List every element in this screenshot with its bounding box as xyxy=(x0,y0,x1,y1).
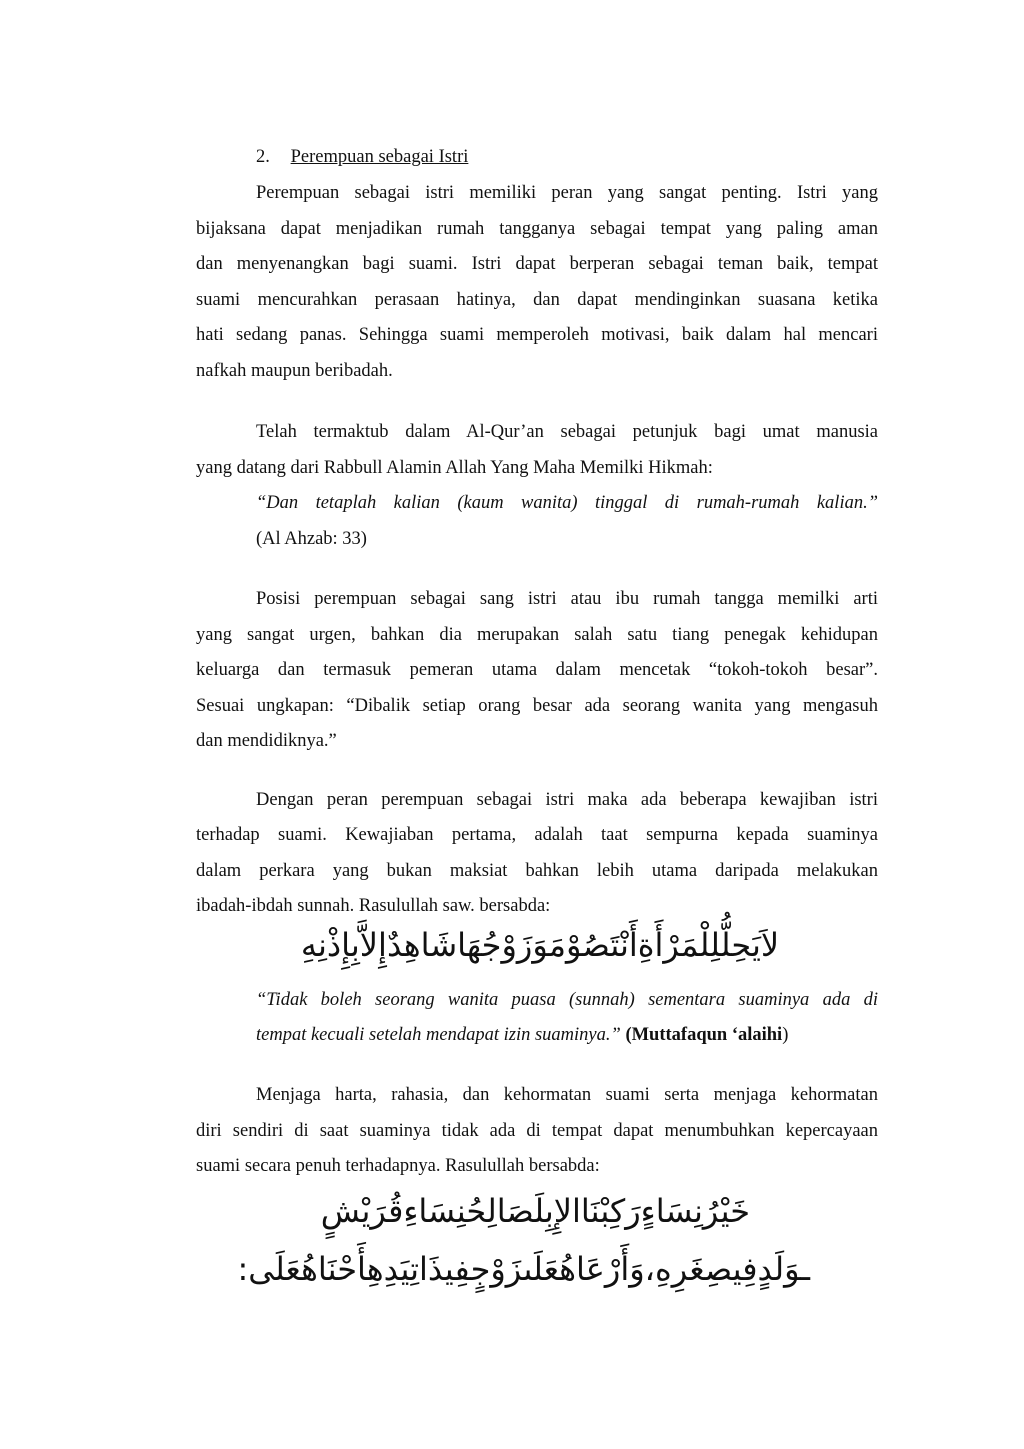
paragraph-line: yang sangat urgen, bahkan dia merupakan salah satu tiang penegak kehidupan xyxy=(196,625,878,645)
paragraph-line: Dengan peran perempuan sebagai istri maka ada beberapa kewajiban istri xyxy=(256,790,878,810)
paragraph-line: suami secara penuh terhadapnya. Rasulullah bersabda: xyxy=(196,1156,600,1176)
hadith-source-close: ) xyxy=(782,1025,789,1045)
paragraph-line: yang datang dari Rabbull Alamin Allah Yang Maha Memilki Hikmah: xyxy=(196,458,713,478)
paragraph-line: hati sedang panas. Sehingga suami memperoleh motivasi, baik dalam hal mencari xyxy=(196,325,878,345)
paragraph-line: diri sendiri di saat suaminya tidak ada di tempat dapat menumbuhkan kepercayaan xyxy=(196,1121,878,1141)
paragraph-line: dan mendidiknya.” xyxy=(196,731,337,751)
hadith-translation xyxy=(256,1023,878,1047)
paragraph-line: keluarga dan termasuk pemeran utama dalam mencetak “tokoh-tokoh besar”. xyxy=(196,660,878,680)
hadith-translation-text: tempat kecuali setelah mendapat izin suaminya.” xyxy=(256,1025,621,1045)
paragraph-line: Menjaga harta, rahasia, dan kehormatan suami serta menjaga kehormatan xyxy=(256,1085,878,1105)
paragraph-line: Telah termaktub dalam Al-Qur’an sebagai petunjuk bagi umat manusia xyxy=(256,422,878,442)
section-heading xyxy=(256,145,938,169)
section-title: Perempuan sebagai Istri xyxy=(290,147,469,167)
paragraph-line: ibadah-ibdah sunnah. Rasulullah saw. bersabda: xyxy=(196,896,551,916)
paragraph-line: Sesuai ungkapan: “Dibalik setiap orang besar ada seorang wanita yang mengasuh xyxy=(196,696,878,716)
paragraph-line: Perempuan sebagai istri memiliki peran yang sangat penting. Istri yang xyxy=(256,183,878,203)
paragraph-line: dan menyenangkan bagi suami. Istri dapat berperan sebagai teman baik, tempat xyxy=(196,254,878,274)
section-number: 2. xyxy=(256,147,270,167)
quote-reference: (Al Ahzab: 33) xyxy=(256,529,367,549)
hadith-source: (Muttafaqun ‘alaihi xyxy=(625,1025,783,1045)
paragraph-line: Posisi perempuan sebagai sang istri atau ibu rumah tangga memilki arti xyxy=(256,589,878,609)
hadith-arabic: لاَيَحِلُّلِلْمَرْأَةِأَنْتَصُوْمَوَزَوْجُهَاشَاهِدٌإِلاَّبِإِذْنِهِ xyxy=(300,926,780,964)
hadith-translation: “Tidak boleh seorang wanita puasa (sunnah) sementara suaminya ada di xyxy=(256,990,878,1010)
paragraph-line: suami mencurahkan perasaan hatinya, dan dapat mendinginkan suasana ketika xyxy=(196,290,878,310)
paragraph-line: terhadap suami. Kewajiaban pertama, adalah taat sempurna kepada suaminya xyxy=(196,825,878,845)
paragraph-line: bijaksana dapat menjadikan rumah tangganya sebagai tempat yang paling aman xyxy=(196,219,878,239)
hadith-arabic: ـوَلَدٍفِيصِغَرِهِ،وَأَرْعَاهُعَلَىزَوْجٍفِيذَاتِيَدِهِأَحْنَاهُعَلَى: xyxy=(237,1250,810,1288)
quran-quote: “Dan tetaplah kalian (kaum wanita) tinggal di rumah-rumah kalian.” xyxy=(256,493,878,513)
paragraph-line: dalam perkara yang bukan maksiat bahkan lebih utama daripada melakukan xyxy=(196,861,878,881)
hadith-arabic: خَيْرُنِسَاءٍرَكِبْنَاالإِبِلَصَالِحُنِسَاءِقُرَيْشٍ xyxy=(320,1192,750,1230)
paragraph-line: nafkah maupun beribadah. xyxy=(196,361,393,381)
